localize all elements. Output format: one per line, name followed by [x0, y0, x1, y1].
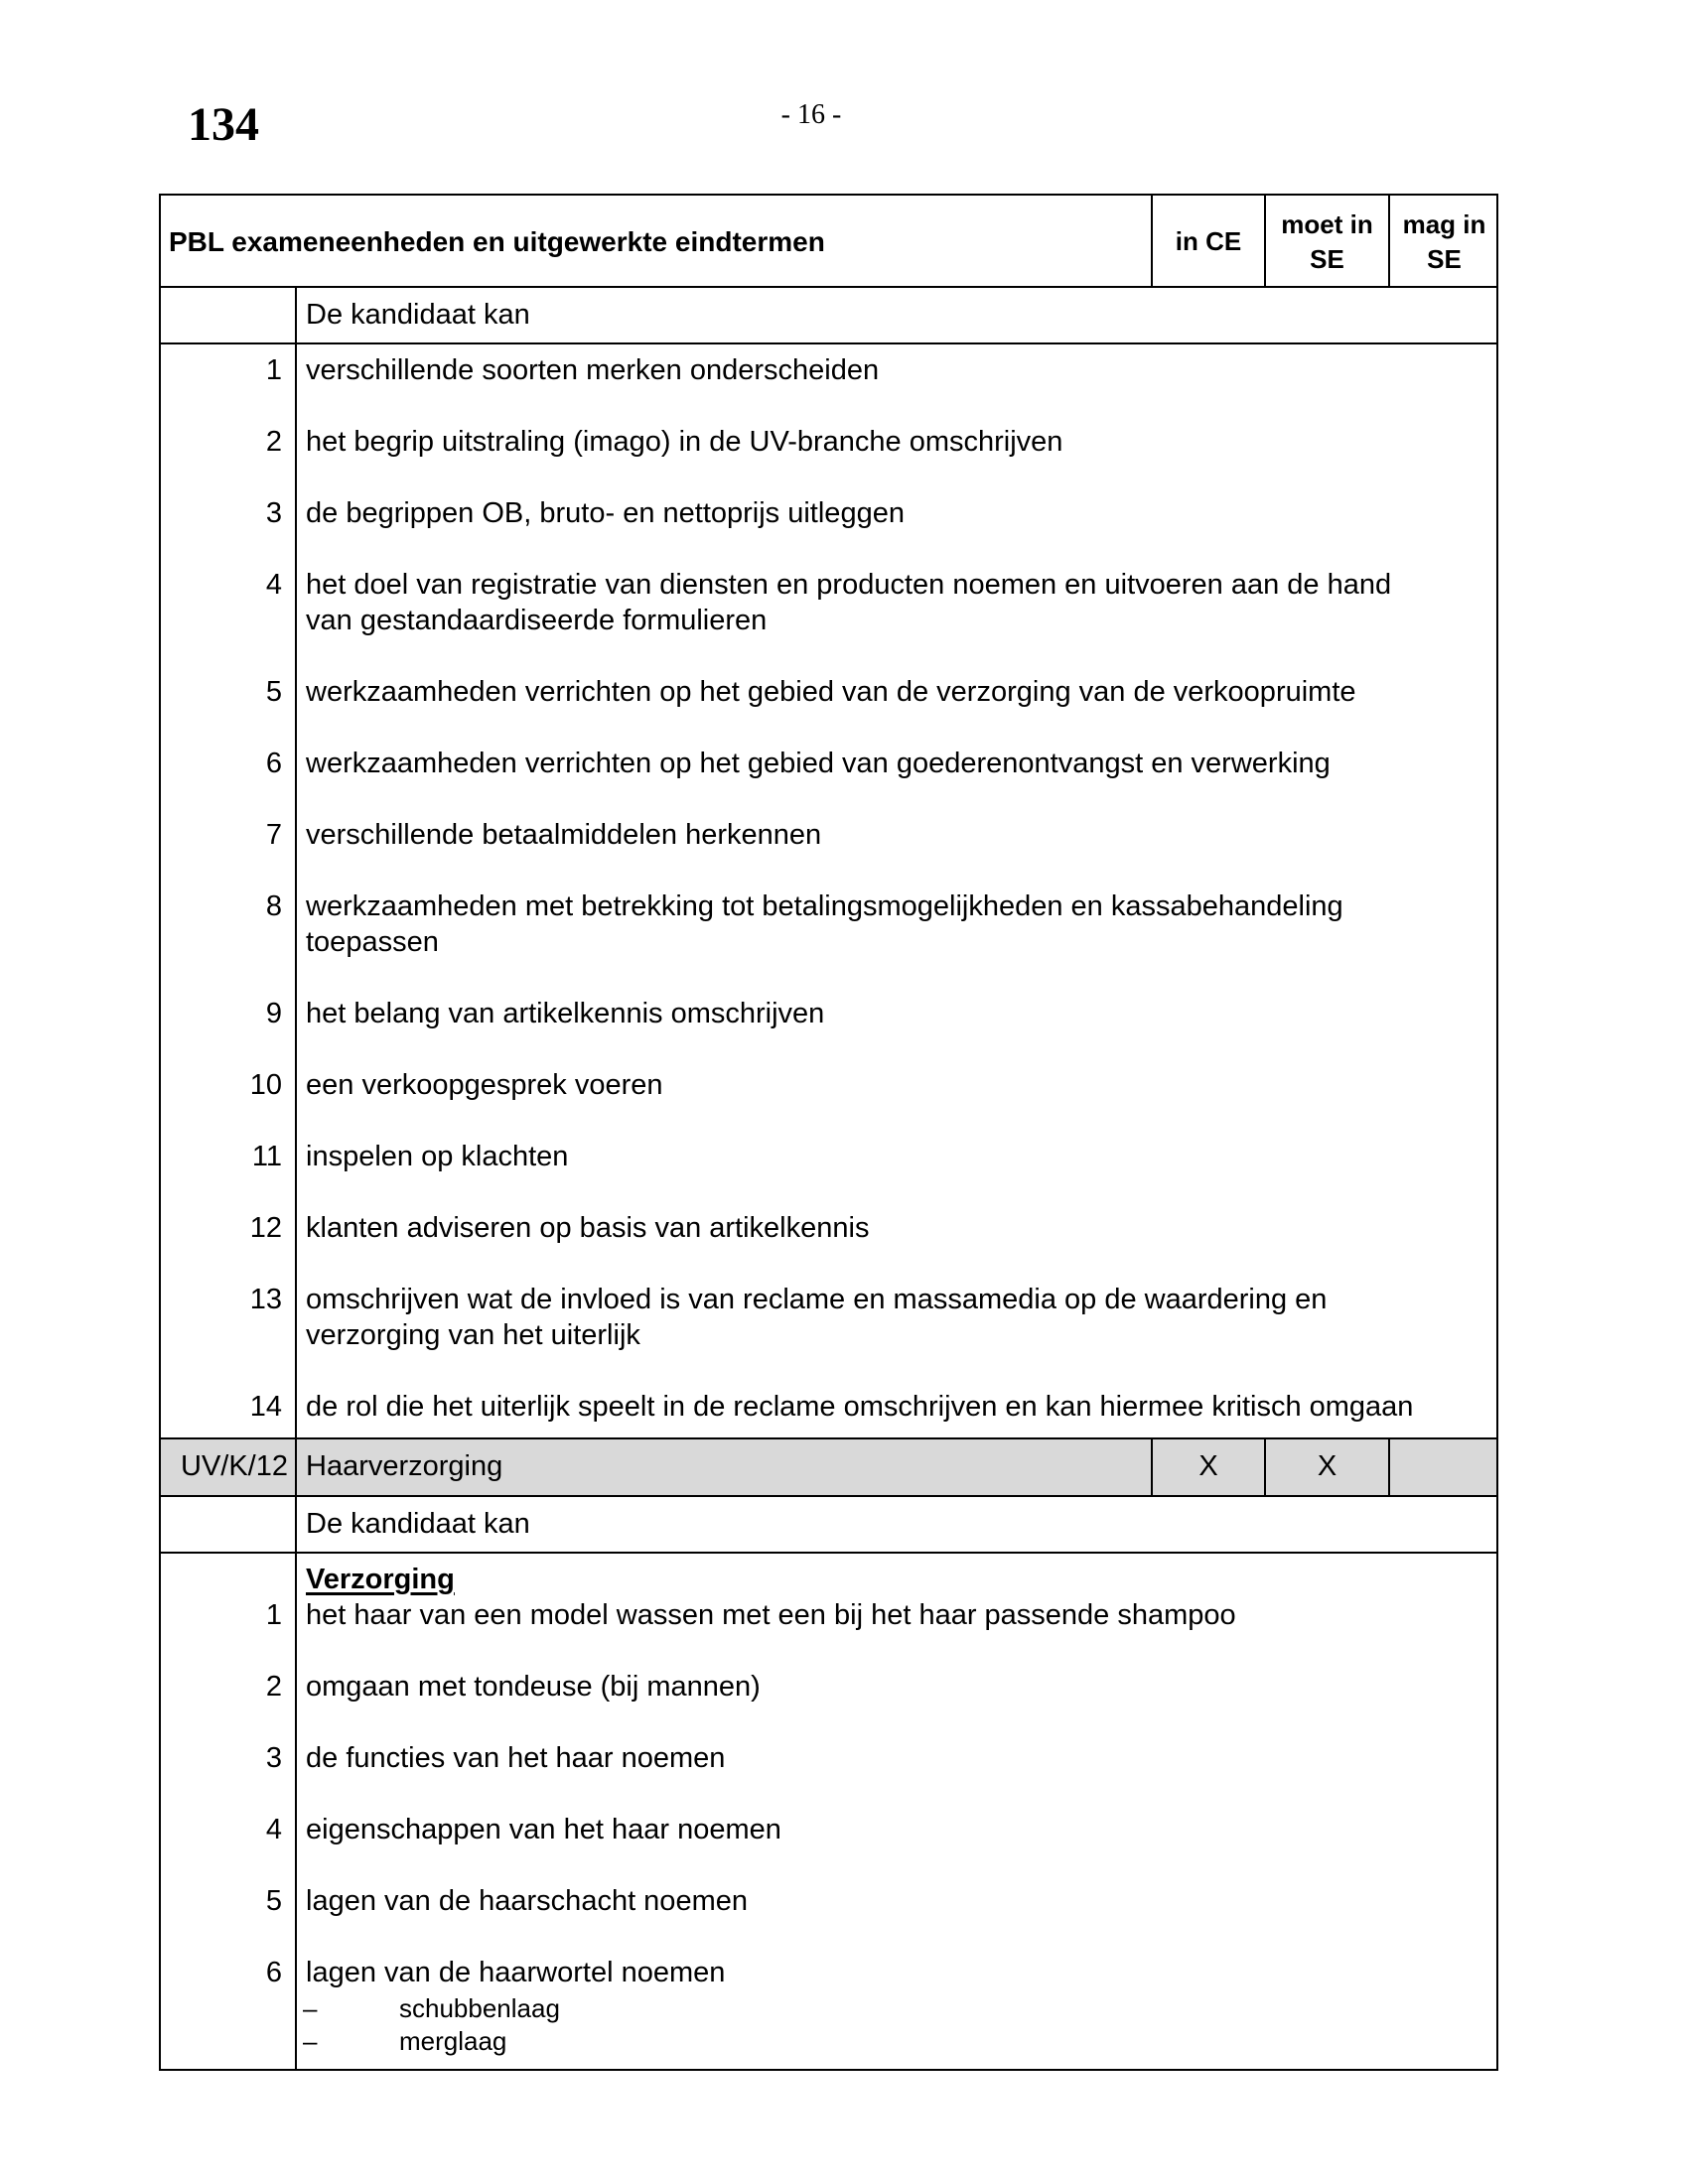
item-number: 12: [249, 1212, 282, 1244]
item-text: eigenschappen van het haar noemen: [306, 1814, 781, 1845]
intro1-divider: [161, 342, 1496, 344]
item-text: de begrippen OB, bruto- en nettoprijs uitleggen: [306, 497, 905, 529]
item-number: 6: [265, 1957, 282, 1988]
header-in-ce-label: in CE: [1175, 226, 1242, 256]
item-number: 8: [265, 890, 282, 922]
item-number: 3: [265, 497, 282, 529]
item-text-continued: van gestandaardiseerde formulieren: [306, 605, 768, 636]
item-number: 4: [265, 1814, 282, 1845]
item-number: 7: [265, 819, 282, 851]
unit-name: Haarverzorging: [306, 1450, 503, 1482]
item-text: het belang van artikelkennis omschrijven: [306, 998, 825, 1029]
item-text: de rol die het uiterlijk speelt in de reclame omschrijven en kan hiermee kritisch omgaan: [306, 1391, 1414, 1423]
item-number: 3: [265, 1742, 282, 1774]
item-number: 1: [265, 1599, 282, 1631]
header-mag-in-se: [1390, 196, 1498, 288]
eindtermen-table: [159, 194, 1498, 2071]
section2-intro: De kandidaat kan: [306, 1508, 530, 1540]
sub-item-text: schubbenlaag: [399, 1993, 560, 2023]
item-number: 11: [251, 1141, 282, 1172]
header-in-ce: [1153, 196, 1264, 288]
item-text: werkzaamheden met betrekking tot betalingsmogelijkheden en kassabehandeling: [306, 890, 1343, 922]
item-number: 1: [265, 354, 282, 386]
item-number: 4: [265, 569, 282, 601]
header-mag-line2: SE: [1427, 243, 1462, 274]
item-number: 6: [265, 748, 282, 779]
item-text: lagen van de haarwortel noemen: [306, 1957, 726, 1988]
item-number: 2: [265, 1671, 282, 1703]
item-text: inspelen op klachten: [306, 1141, 569, 1172]
unit-code: UV/K/12: [181, 1450, 288, 1482]
header-mag-line1: mag in: [1402, 208, 1486, 239]
item-text: lagen van de haarschacht noemen: [306, 1885, 748, 1917]
item-number: 14: [249, 1391, 282, 1423]
item-text: een verkoopgesprek voeren: [306, 1069, 663, 1101]
table-title: PBL exameneenheden en uitgewerkte eindtermen: [169, 225, 825, 257]
item-number: 13: [249, 1284, 282, 1315]
item-text: omschrijven wat de invloed is van reclame en massamedia op de waardering en: [306, 1284, 1328, 1315]
number-column-divider: [295, 286, 297, 2071]
dash-bullet-icon: –: [303, 1993, 318, 2023]
item-number: 10: [249, 1069, 282, 1101]
item-text-continued: toepassen: [306, 926, 439, 958]
item-number: 2: [265, 426, 282, 458]
item-number: 5: [265, 1885, 282, 1917]
item-text-continued: verzorging van het uiterlijk: [306, 1319, 640, 1351]
item-text: omgaan met tondeuse (bij mannen): [306, 1671, 761, 1703]
item-text: klanten adviseren op basis van artikelkennis: [306, 1212, 870, 1244]
section1-intro: De kandidaat kan: [306, 299, 530, 331]
item-text: werkzaamheden verrichten op het gebied van goederenontvangst en verwerking: [306, 748, 1331, 779]
item-text: het doel van registratie van diensten en producten noemen en uitvoeren aan de hand: [306, 569, 1392, 601]
item-text: verschillende betaalmiddelen herkennen: [306, 819, 822, 851]
subheading-verzorging: Verzorging: [306, 1564, 455, 1595]
page-number: - 16 -: [780, 99, 842, 130]
item-text: verschillende soorten merken onderscheiden: [306, 354, 880, 386]
dash-bullet-icon: –: [303, 2026, 318, 2056]
item-number: 9: [265, 998, 282, 1029]
intro2-divider: [161, 1552, 1496, 1554]
item-text: het begrip uitstraling (imago) in de UV-branche omschrijven: [306, 426, 1063, 458]
item-text: werkzaamheden verrichten op het gebied van de verzorging van de verkoopruimte: [306, 676, 1356, 708]
header-moet-in-se: [1266, 196, 1388, 288]
unit-moet-in-se-mark: X: [1317, 1450, 1337, 1482]
unit-row-top-divider: [161, 1437, 1496, 1439]
unit-row-bottom-divider: [161, 1495, 1496, 1497]
sub-item-text: merglaag: [399, 2026, 507, 2056]
header-moet-line2: SE: [1310, 243, 1344, 274]
item-number: 5: [265, 676, 282, 708]
section2-subheading: [306, 1562, 1487, 1597]
unit-in-ce-mark: X: [1198, 1450, 1218, 1482]
item-text: het haar van een model wassen met een bij het haar passende shampoo: [306, 1599, 1236, 1631]
header-moet-line1: moet in: [1281, 208, 1373, 239]
item-text: de functies van het haar noemen: [306, 1742, 726, 1774]
document-number: 134: [188, 98, 259, 151]
